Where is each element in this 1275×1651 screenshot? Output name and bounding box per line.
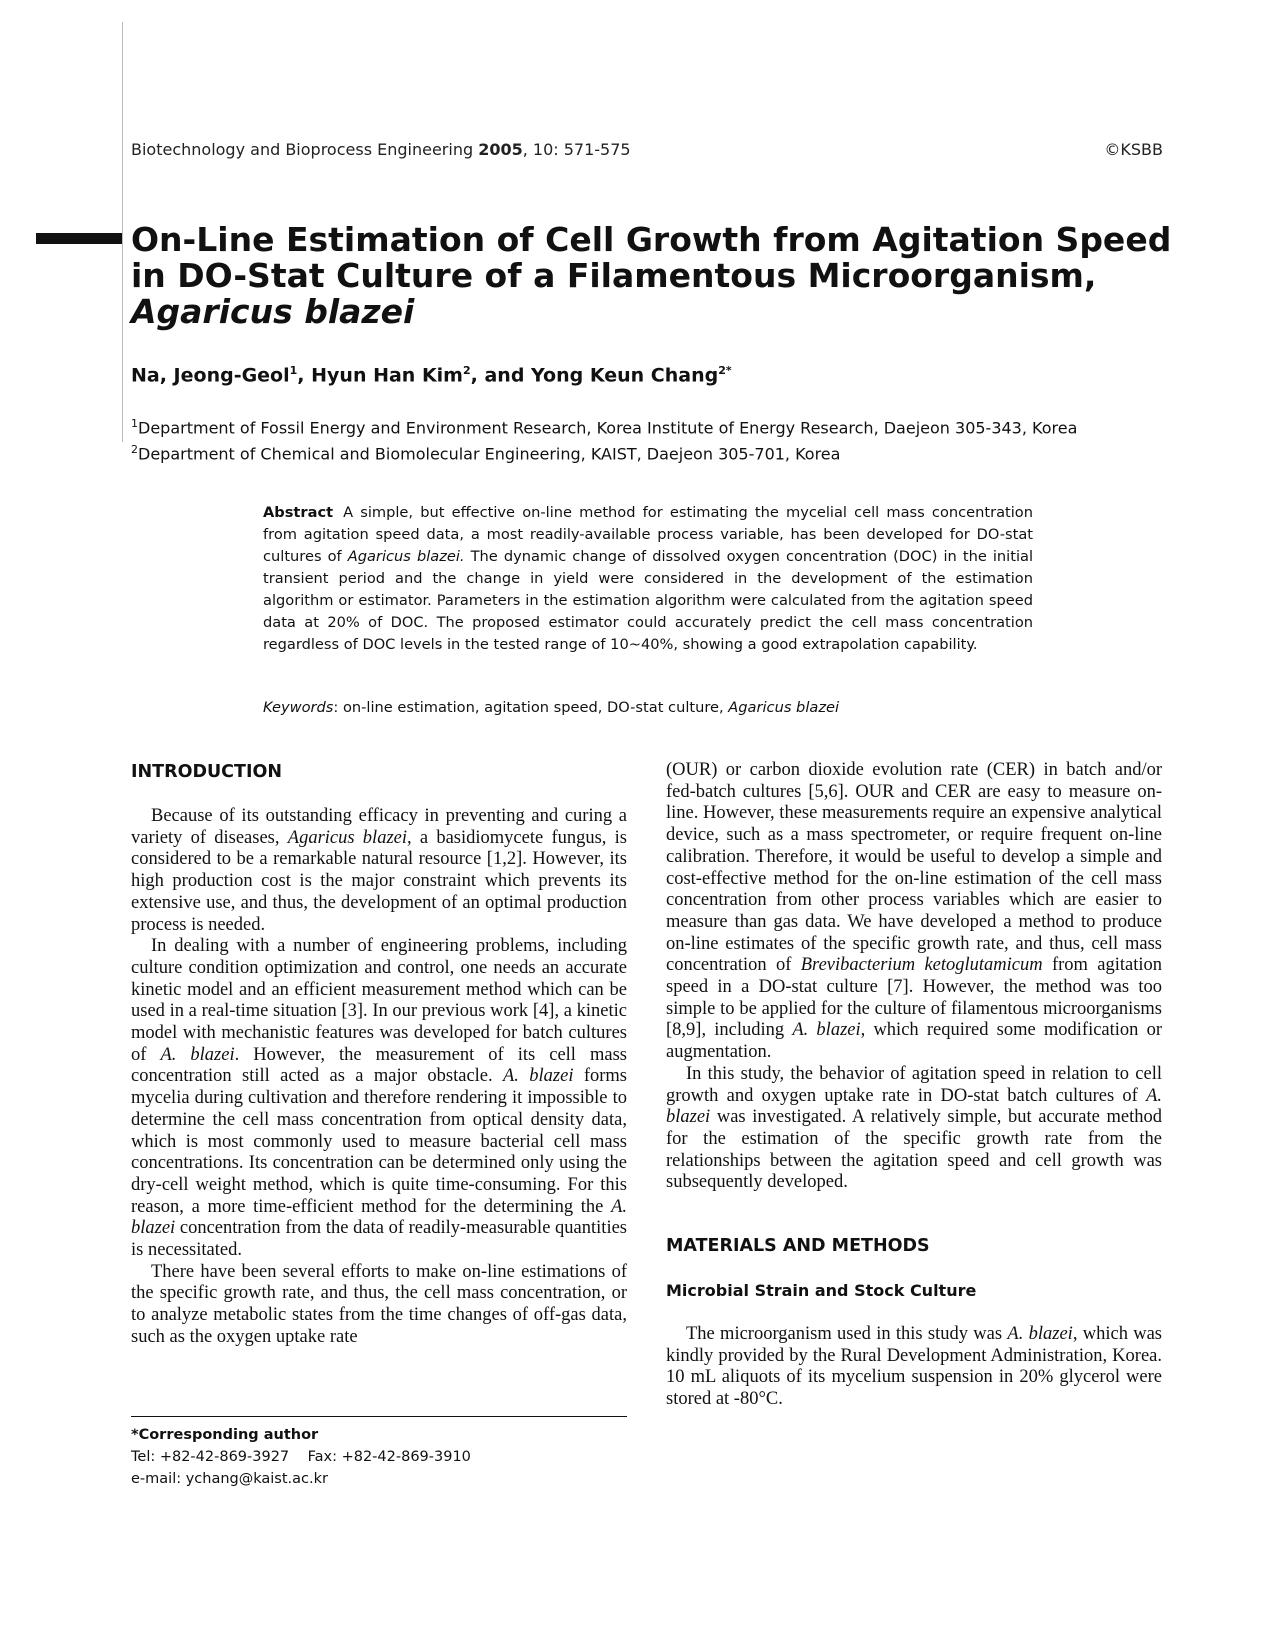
paragraph-text: from agitation speed in a DO-stat culture [7]. However, the method was too simple to be applied for the culture of filamentous microorganisms [8,9], including: [666, 955, 1162, 1041]
species-name: A. blazei: [666, 1085, 1162, 1128]
title-marker-bar: [36, 233, 122, 244]
subsection-heading-strain: Microbial Strain and Stock Culture: [666, 1281, 977, 1301]
paragraph-text: The microorganism used in this study was: [686, 1324, 1008, 1345]
intro-paragraph: [131, 806, 627, 936]
paragraph-text: In this study, the behavior of agitation speed in relation to cell growth and oxygen uptake rate in DO-stat batch cultures of: [666, 1063, 1162, 1106]
author-separator: , and: [470, 364, 532, 387]
journal-name: Biotechnology and Bioprocess Engineering: [131, 140, 474, 159]
title-organism: Agaricus blazei: [131, 292, 415, 331]
intro-paragraph: [131, 936, 627, 1262]
paper-title: [131, 222, 1191, 330]
body-column-right: [666, 760, 1162, 1411]
abstract-text: The dynamic change of dissolved oxygen concentration (DOC) in the initial transient period and the change in yield were considered in the development of the estimation algorithm or estimator. Parameters in the estimation algorithm were calculated from the agitation speed data at 20% of DOC. The proposed estimator could accurately predict the cell mass concentration regardless of DOC levels in the tested range of 10~40%, showing a good extrapolation capability.: [263, 548, 1034, 653]
keywords-list: on-line estimation, agitation speed, DO-stat culture,: [338, 699, 729, 716]
abstract-label: Abstract: [263, 504, 334, 521]
body-column-left: [131, 760, 627, 1349]
author-list: [131, 364, 732, 386]
author-name: Na, Jeong-Geol: [131, 364, 290, 387]
species-name: A. blazei: [1007, 1324, 1073, 1345]
title-main: On-Line Estimation of Cell Growth from Agitation Speed in DO-Stat Culture of a Filamentous Microorganism,: [131, 220, 1172, 295]
author-separator: ,: [297, 364, 312, 387]
species-name: A. blazei: [792, 1020, 861, 1041]
paragraph-text: was investigated. A relatively simple, but accurate method for the estimation of the specific growth rate from the relationships between the agitation speed and cell growth was subsequently developed.: [666, 1107, 1162, 1193]
section-heading-methods: MATERIALS AND METHODS: [666, 1236, 930, 1257]
species-name: A. blazei: [160, 1044, 235, 1065]
species-name: Agaricus blazei: [287, 827, 408, 848]
keywords: [263, 699, 839, 716]
journal-year: 2005: [478, 140, 523, 159]
footnote-title: *Corresponding author: [131, 1427, 319, 1443]
corresponding-author-footnote: [131, 1424, 471, 1490]
intro-paragraph: There have been several efforts to make on-line estimations of the specific growth rate, and thus, the cell mass concentration, or to analyze metabolic states from the time changes of off-gas data, such as the oxygen uptake rate: [131, 1261, 627, 1347]
affiliation-item: [131, 439, 1077, 465]
paragraph-text: forms mycelia during cultivation and therefore rendering it impossible to determine the cell mass concentration from optical density data, which is most commonly used to measure bacterial cell mass concentrations. Its concentration can be determined only using the dry-cell weight method, which is quite time-consuming. For this reason, a more time-efficient method for the determining the: [131, 1066, 627, 1217]
author-affil-marker: 1: [289, 364, 298, 377]
section-heading-introduction: INTRODUCTION: [131, 762, 282, 782]
abstract-text: A simple, but effective on-line method for estimating the mycelial cell mass concentration from agitation speed data, a most readily-available process variable, has been developed for DO-stat cultures of: [263, 504, 1033, 565]
journal-header: [131, 140, 631, 159]
journal-volume-pages: , 10: 571-575: [522, 140, 631, 159]
affiliation-marker: 2: [131, 443, 138, 457]
methods-paragraph: [666, 1324, 1162, 1411]
footnote-tel: Tel: +82-42-869-3927: [131, 1449, 290, 1465]
author-name: Hyun Han Kim: [311, 364, 463, 387]
author-affil-marker: 2*: [718, 364, 732, 377]
species-name: A. blazei: [502, 1066, 574, 1087]
keywords-label: Keywords: [263, 699, 334, 716]
species-name: A. blazei: [131, 1196, 627, 1239]
species-name: Brevibacterium ketoglutamicum: [800, 955, 1043, 976]
paragraph-text: Because of its outstanding efficacy in preventing and curing a variety of diseases,: [131, 806, 627, 848]
abstract: [263, 502, 1033, 656]
keywords-colon: :: [333, 699, 339, 716]
abstract-organism: Agaricus blazei.: [347, 548, 465, 565]
footnote-email: e-mail: ychang@kaist.ac.kr: [131, 1471, 328, 1487]
affiliation-item: [131, 413, 1077, 439]
paragraph-text: , which was kindly provided by the Rural Development Administration, Korea. 10 mL aliquots of its mycelium suspension in 20% glycerol were stored at -80°C.: [666, 1324, 1163, 1410]
affiliations: [131, 413, 1077, 466]
footnote-rule: [131, 1416, 627, 1417]
affiliation-text: Department of Chemical and Biomolecular Engineering, KAIST, Daejeon 305-701, Korea: [138, 444, 841, 464]
paragraph-text: In dealing with a number of engineering problems, including culture condition optimization and control, one needs an accurate kinetic model and an efficient measurement method which can be used in a real-time situation [3]. In our previous work [4], a kinetic model with mechanistic features was developed for batch cultures of: [131, 936, 627, 1065]
paragraph-text: concentration from the data of readily-measurable quantities is necessitated.: [131, 1218, 627, 1261]
author-affil-marker: 2: [462, 364, 471, 377]
paragraph-text: , which required some modification or augmentation.: [666, 1020, 1163, 1063]
copyright: ©KSBB: [1104, 140, 1163, 159]
paragraph-text: (OUR) or carbon dioxide evolution rate (CER) in batch and/or fed-batch cultures [5,6]. OUR and CER are easy to measure on-line. However, these measurements require an expensive analytical device, such as a mass spectrometer, or require frequent on-line calibration. Therefore, it would be useful to develop a simple and cost-effective method for the on-line estimation of the cell mass concentration from other process variables which are easier to measure than gas data. We have developed a method to produce on-line estimates of the specific growth rate, and thus, cell mass concentration of: [666, 760, 1162, 976]
keywords-organism: Agaricus blazei: [728, 699, 840, 716]
intro-paragraph-continued: [666, 760, 1162, 1064]
footnote-fax: Fax: +82-42-869-3910: [307, 1449, 471, 1465]
intro-paragraph: [666, 1064, 1162, 1194]
paragraph-text: , a basidiomycete fungus, is considered to be a remarkable natural resource [1,2]. However, its high production cost is the major constraint which prevents its extensive use, and thus, the development of an optimal production process is needed.: [131, 827, 628, 935]
author-name: Yong Keun Chang: [531, 364, 719, 387]
affiliation-marker: 1: [131, 417, 138, 430]
affiliation-text: Department of Fossil Energy and Environment Research, Korea Institute of Energy Research, Daejeon 305-343, Korea: [138, 418, 1078, 438]
left-margin-rule: [122, 22, 123, 442]
paragraph-text: . However, the measurement of its cell mass concentration still acted as a major obstacle.: [131, 1044, 627, 1087]
footnote-contact: [131, 1446, 471, 1468]
